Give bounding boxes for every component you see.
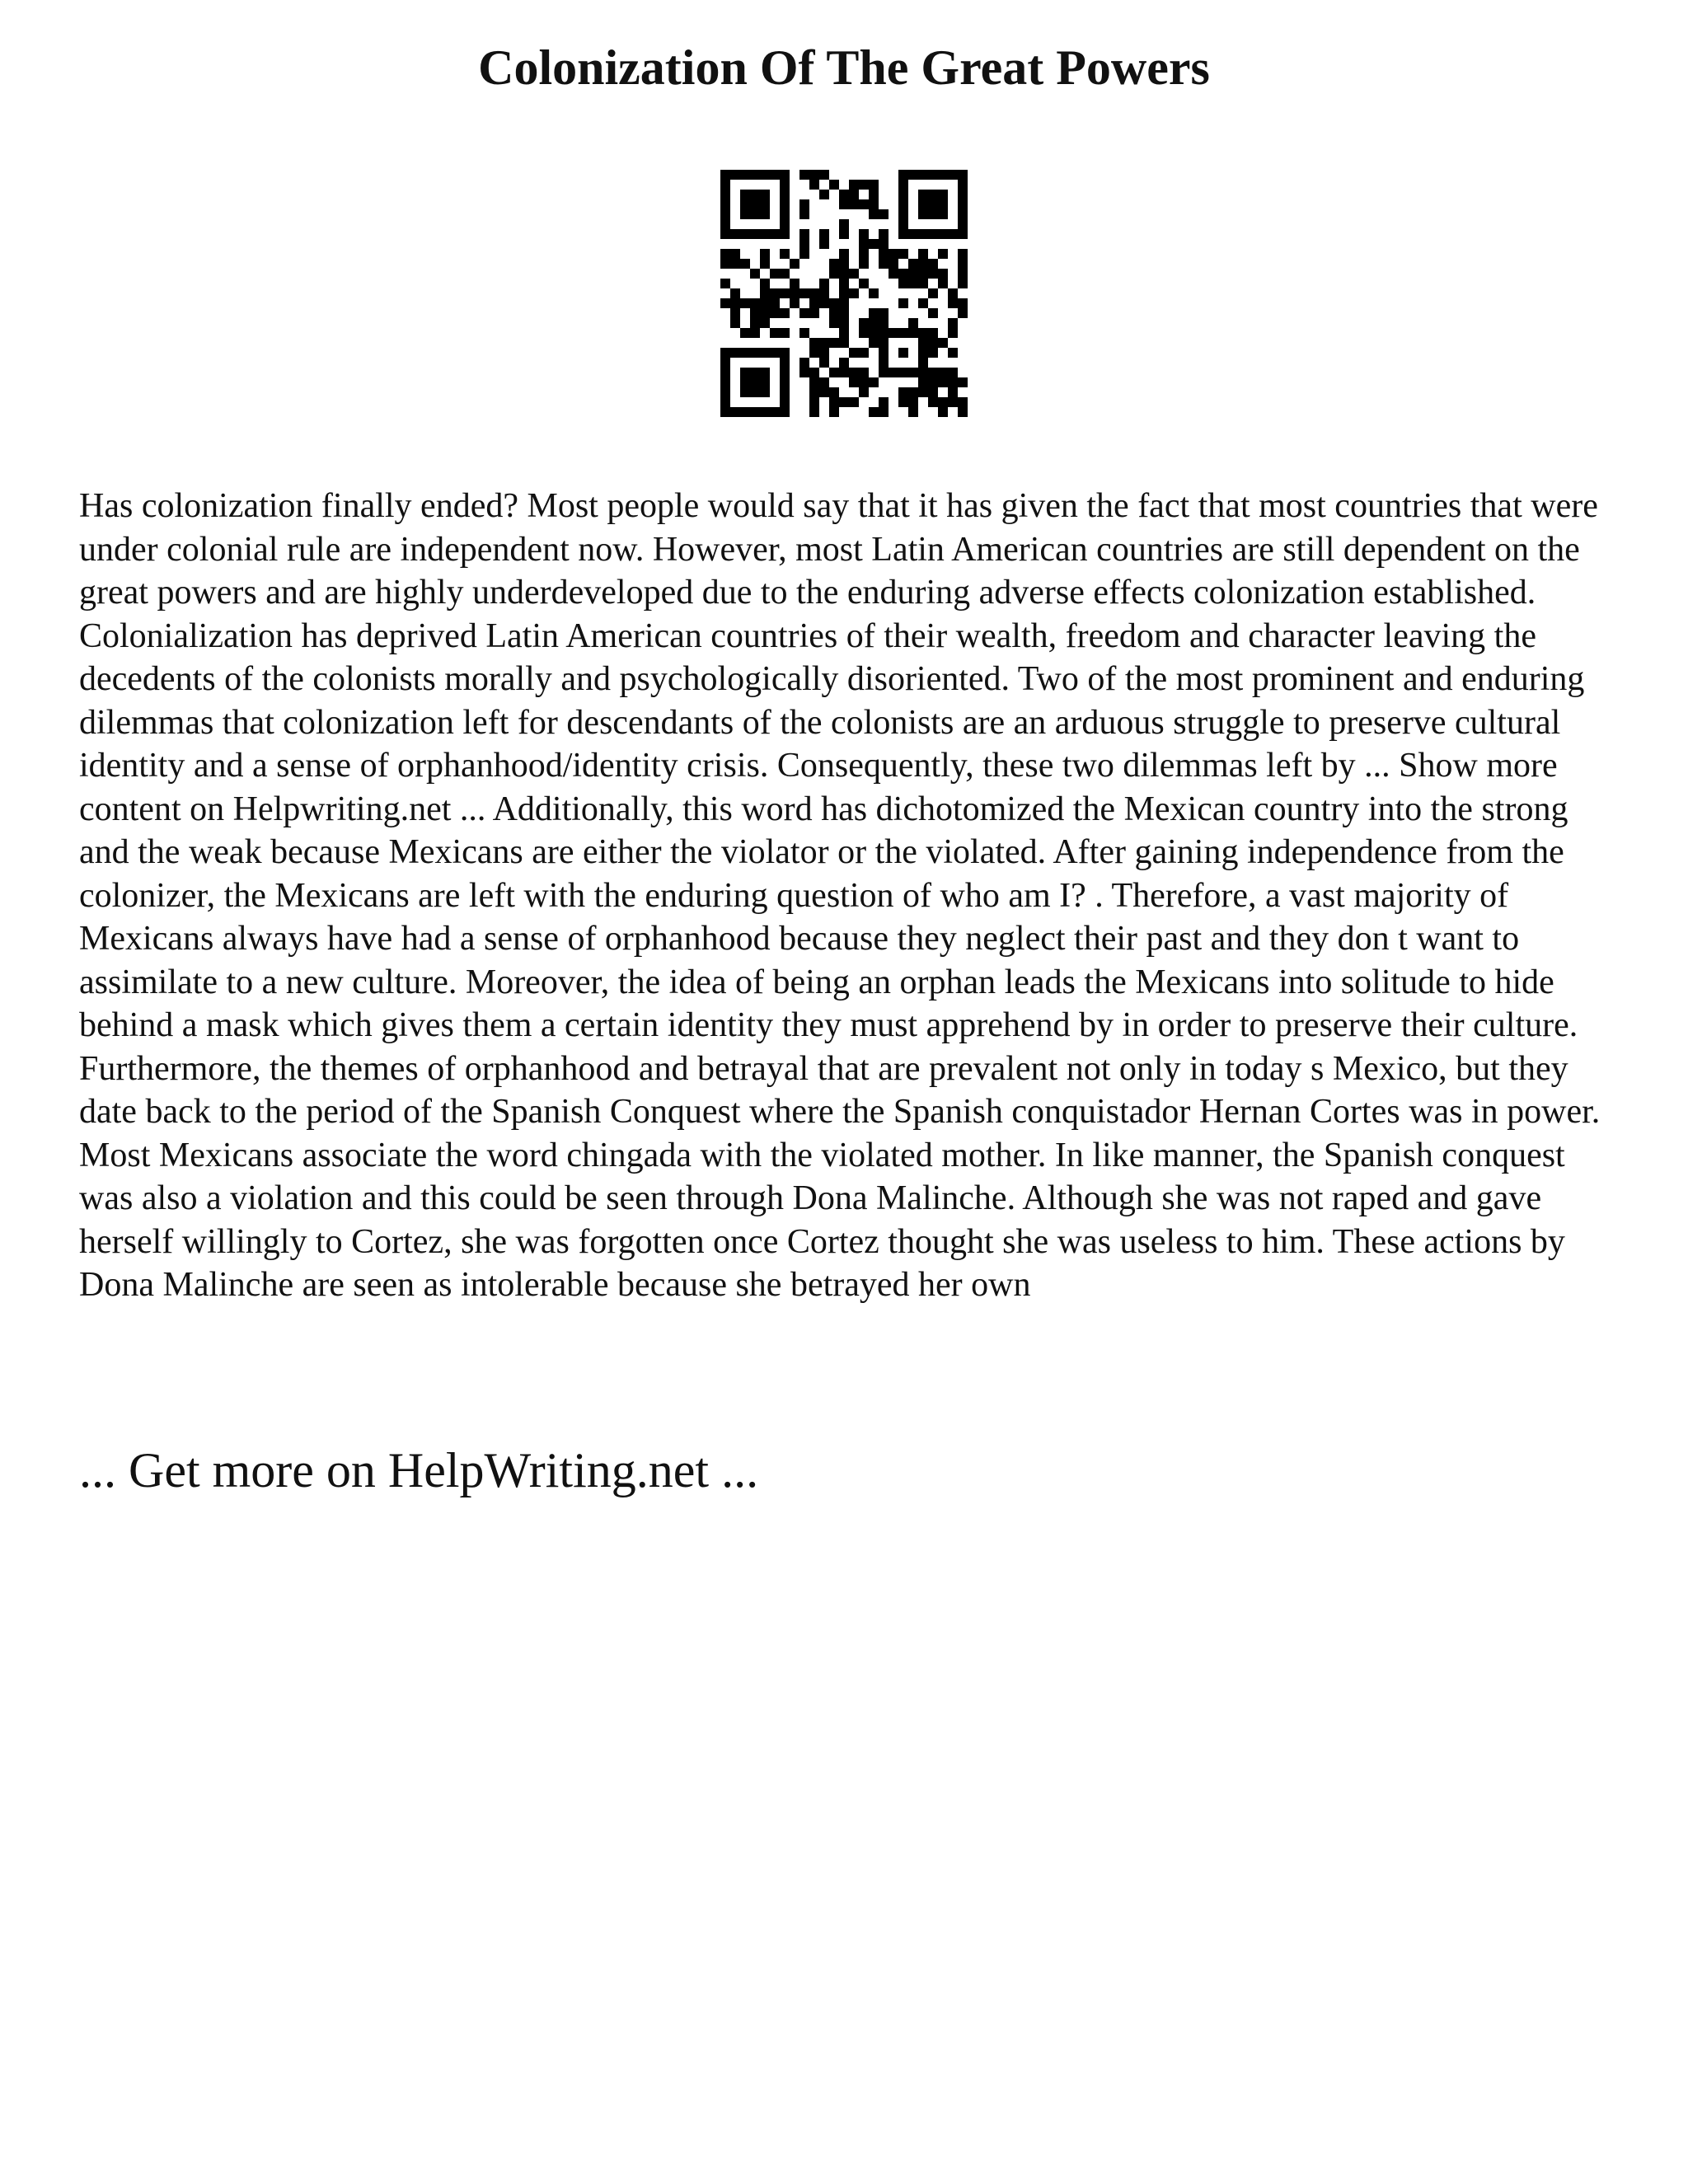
page-title: Colonization Of The Great Powers [478,40,1210,95]
get-more-link[interactable]: ... Get more on HelpWriting.net ... [79,1443,759,1497]
qr-code-icon [720,170,968,417]
body-paragraph: Has colonization finally ended? Most people would say that it has given the fact that most countries that were under colonial rule are independent now. However, most Latin American countries are still dependent on the great powers and are highly underdeveloped due to the enduring adverse effects colonization established. Colonialization has deprived Latin American countries of their wealth, freedom and character leaving the decedents of the colonists morally and psychologically disoriented. Two of the most prominent and enduring dilemmas that colonization left for descendants of the colonists are an arduous struggle to preserve cultural identity and a sense of orphanhood/identity crisis. Consequently, these two dilemmas left by ... Show more content on Helpwriting.net ... Additionally, this word has dichotomized the Mexican country into the strong and the weak because Mexicans are either the violator or the violated. After gaining independence from the colonizer, the Mexicans are left with the enduring question of who am I? . Therefore, a vast majority of Mexicans always have had a sense of orphanhood because they neglect their past and they don t want to assimilate to a new culture. Moreover, the idea of being an orphan leads the Mexicans into solitude to hide behind a mask which gives them a certain identity they must apprehend by in order to preserve their culture. Furthermore, the themes of orphanhood and betrayal that are prevalent not only in today s Mexico, but they date back to the period of the Spanish Conquest where the Spanish conquistador Hernan Cortes was in power. Most Mexicans associate the word chingada with the violated mother. In like manner, the Spanish conquest was also a violation and this could be seen through Dona Malinche. Although she was not raped and gave herself willingly to Cortez, she was forgotten once Cortez thought she was useless to him. These actions by Dona Malinche are seen as intolerable because she betrayed her own [79,487,1601,1304]
